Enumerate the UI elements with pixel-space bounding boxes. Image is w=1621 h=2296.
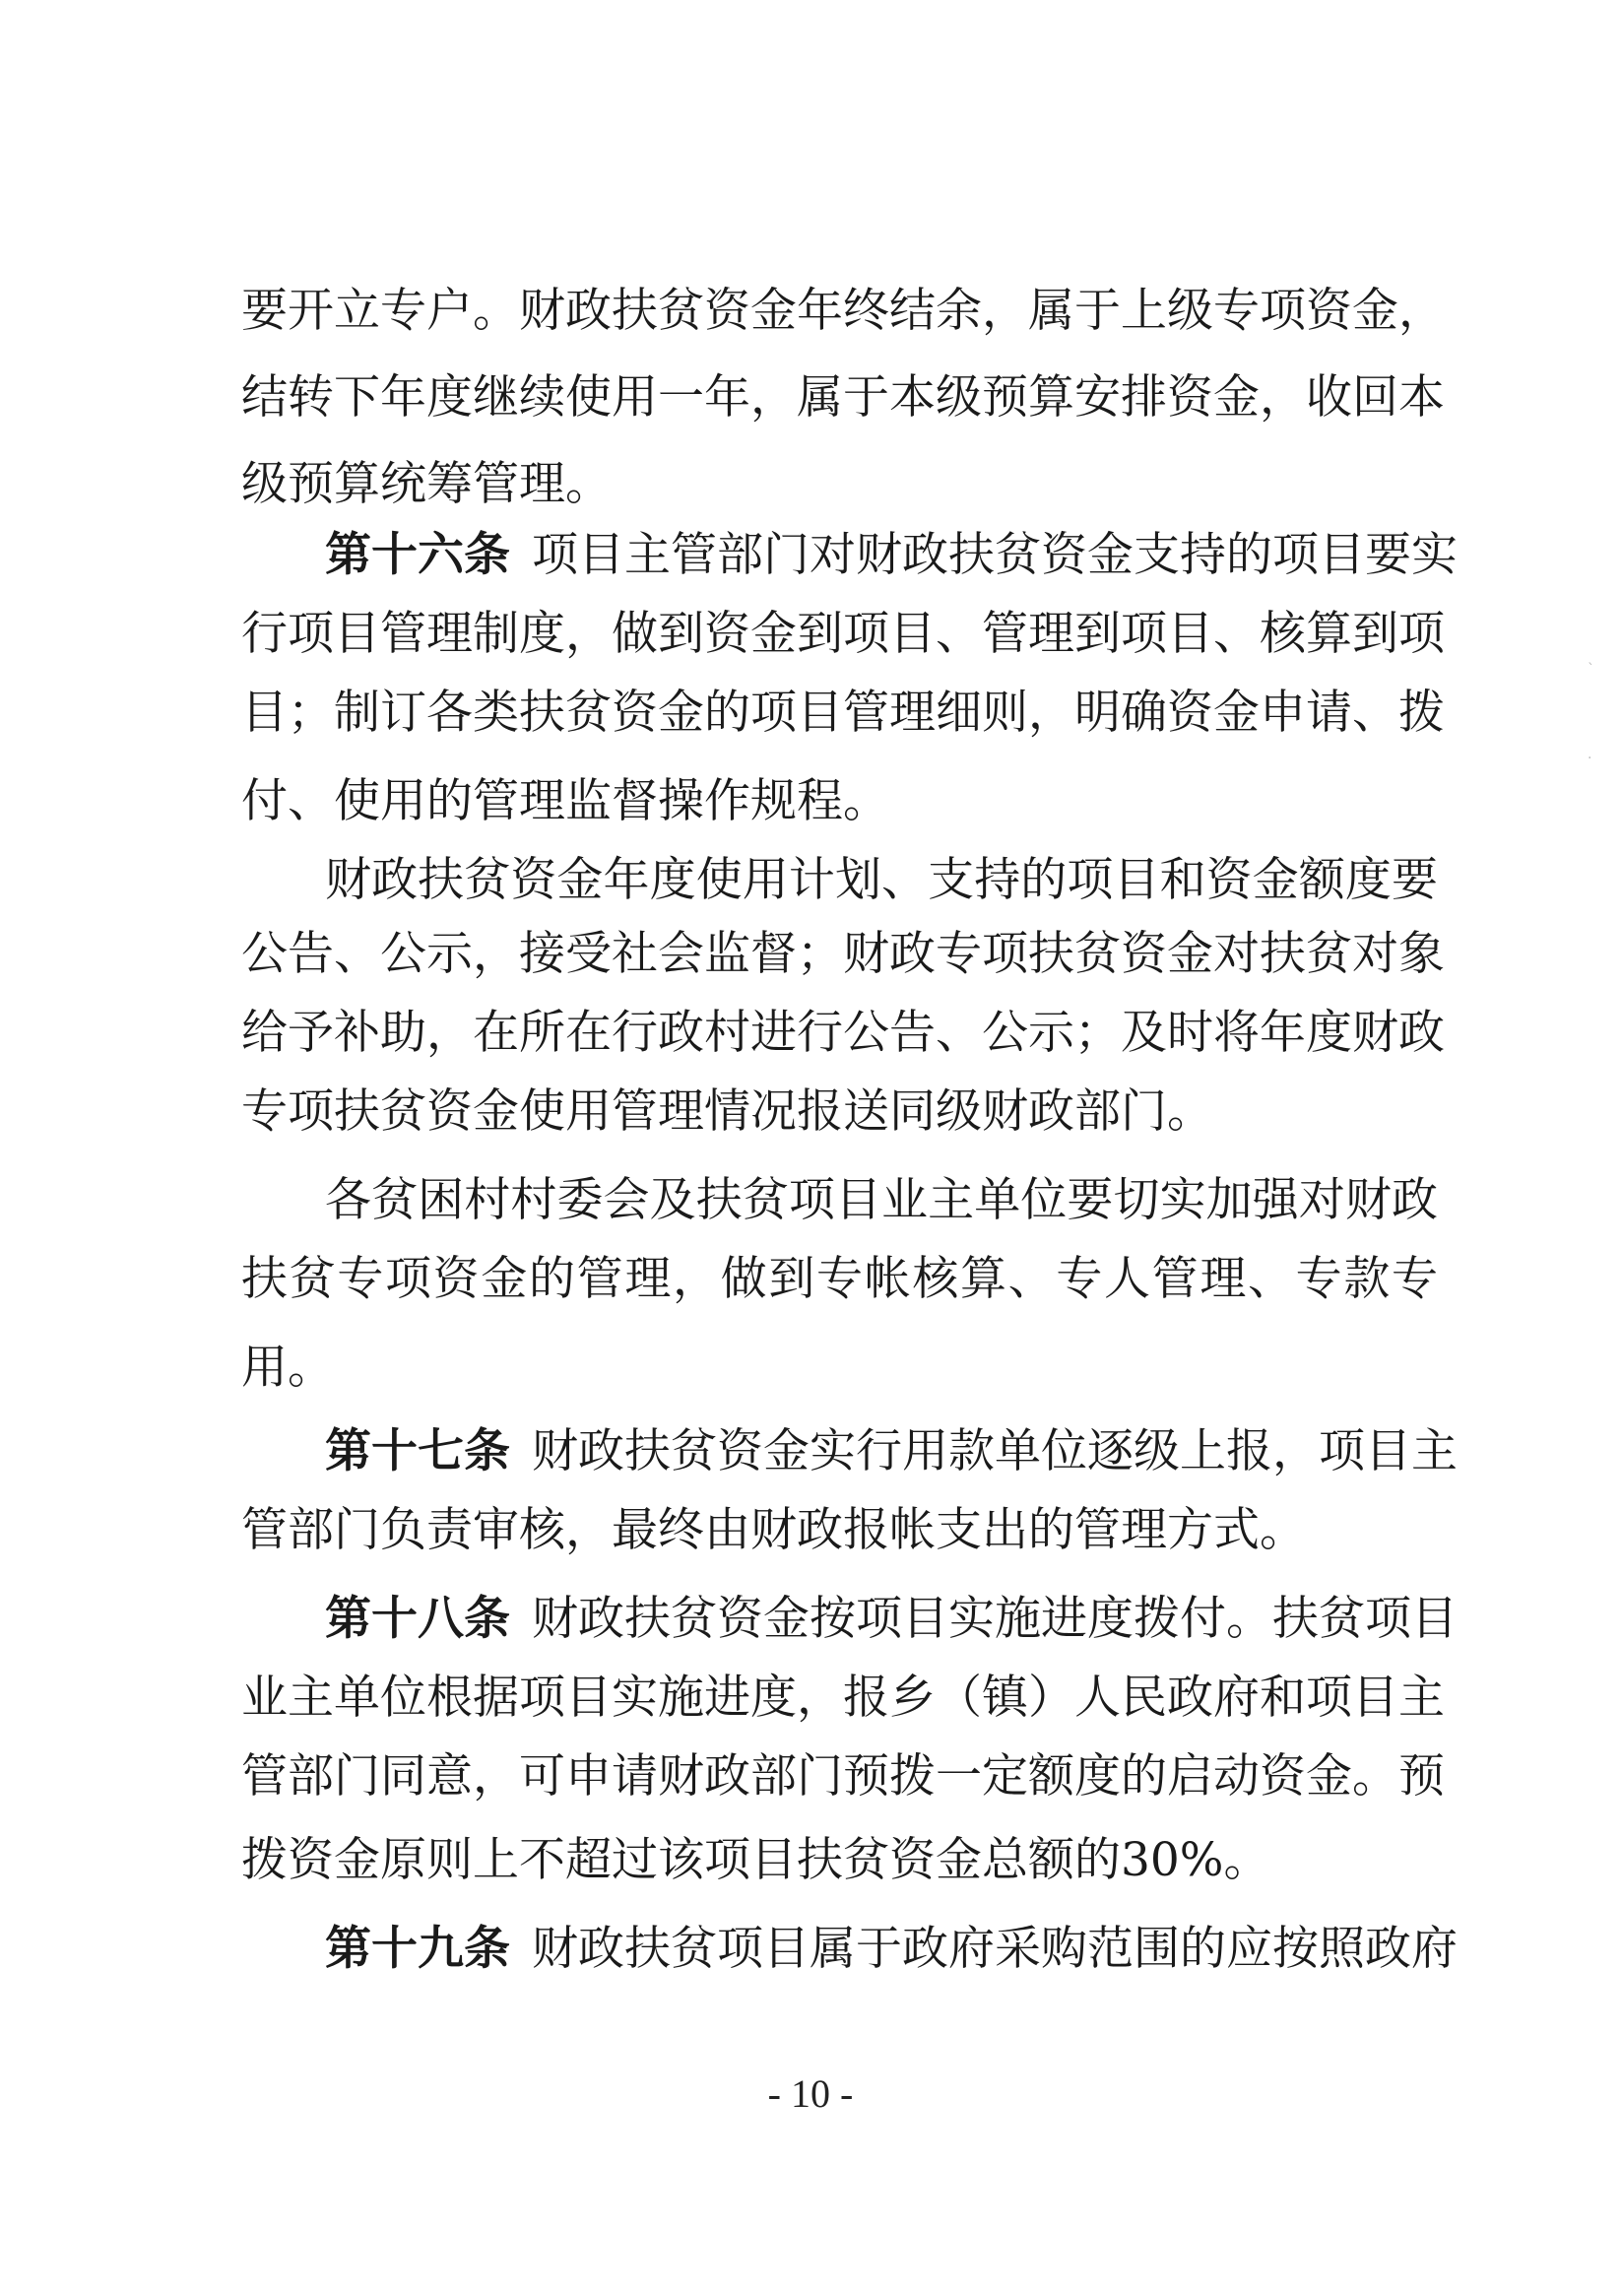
scan-speck: ·: [1588, 751, 1592, 766]
paragraph-line: 专项扶贫资金使用管理情况报送同级财政部门。: [241, 1084, 1213, 1139]
article-16-heading: 第十六条: [325, 528, 510, 582]
paragraph-text: 财政扶贫项目属于政府采购范围的应按照政府: [532, 1922, 1458, 1976]
page-number: - 10 -: [767, 2071, 854, 2116]
paragraph-text: 财政扶贫资金实行用款单位逐级上报，项目主: [532, 1424, 1458, 1478]
paragraph-line: 业主单位根据项目实施进度，报乡（镇）人民政府和项目主: [241, 1671, 1445, 1725]
article-16-first-line: [325, 512, 1458, 599]
paragraph-line: 要开立专户。财政扶贫资金年终结余，属于上级专项资金，: [241, 284, 1445, 338]
paragraph-line: 管部门负责审核，最终由财政报帐支出的管理方式。: [241, 1503, 1306, 1557]
paragraph-line: 级预算统筹管理。: [241, 457, 612, 511]
article-17-heading: 第十七条: [325, 1424, 510, 1478]
paragraph-line: 结转下年度继续使用一年，属于本级预算安排资金，收回本: [241, 370, 1445, 425]
paragraph-line: 拨资金原则上不超过该项目扶贫资金总额的30%。: [241, 1833, 1270, 1887]
paragraph-line: 给予补助，在所在行政村进行公告、公示；及时将年度财政: [241, 1006, 1445, 1060]
paragraph-line: 目；制订各类扶贫资金的项目管理细则，明确资金申请、拨: [241, 686, 1445, 740]
article-17-first-line: [325, 1409, 1458, 1495]
paragraph-text: 财政扶贫资金按项目实施进度拨付。扶贫项目: [532, 1592, 1458, 1646]
article-19-first-line: [325, 1906, 1458, 1993]
paragraph-line: 行项目管理制度，做到资金到项目、管理到项目、核算到项: [241, 607, 1445, 661]
paragraph-line: 付、使用的管理监督操作规程。: [241, 774, 889, 828]
article-18-first-line: [325, 1576, 1458, 1663]
article-19-heading: 第十九条: [325, 1922, 510, 1976]
article-18-heading: 第十八条: [325, 1592, 510, 1646]
paragraph-line: 用。: [241, 1341, 334, 1395]
scan-speck: `: [1588, 662, 1594, 678]
paragraph-line: 财政扶贫资金年度使用计划、支持的项目和资金额度要: [325, 853, 1438, 907]
paragraph-line: 扶贫专项资金的管理，做到专帐核算、专人管理、专款专: [241, 1252, 1438, 1306]
paragraph-line: 管部门同意，可申请财政部门预拨一定额度的启动资金。预: [241, 1749, 1445, 1804]
paragraph-line: 各贫困村村委会及扶贫项目业主单位要切实加强对财政: [325, 1173, 1438, 1227]
paragraph-text: 项目主管部门对财政扶贫资金支持的项目要实: [532, 528, 1458, 582]
paragraph-line: 公告、公示，接受社会监督；财政专项扶贫资金对扶贫对象: [241, 927, 1445, 981]
